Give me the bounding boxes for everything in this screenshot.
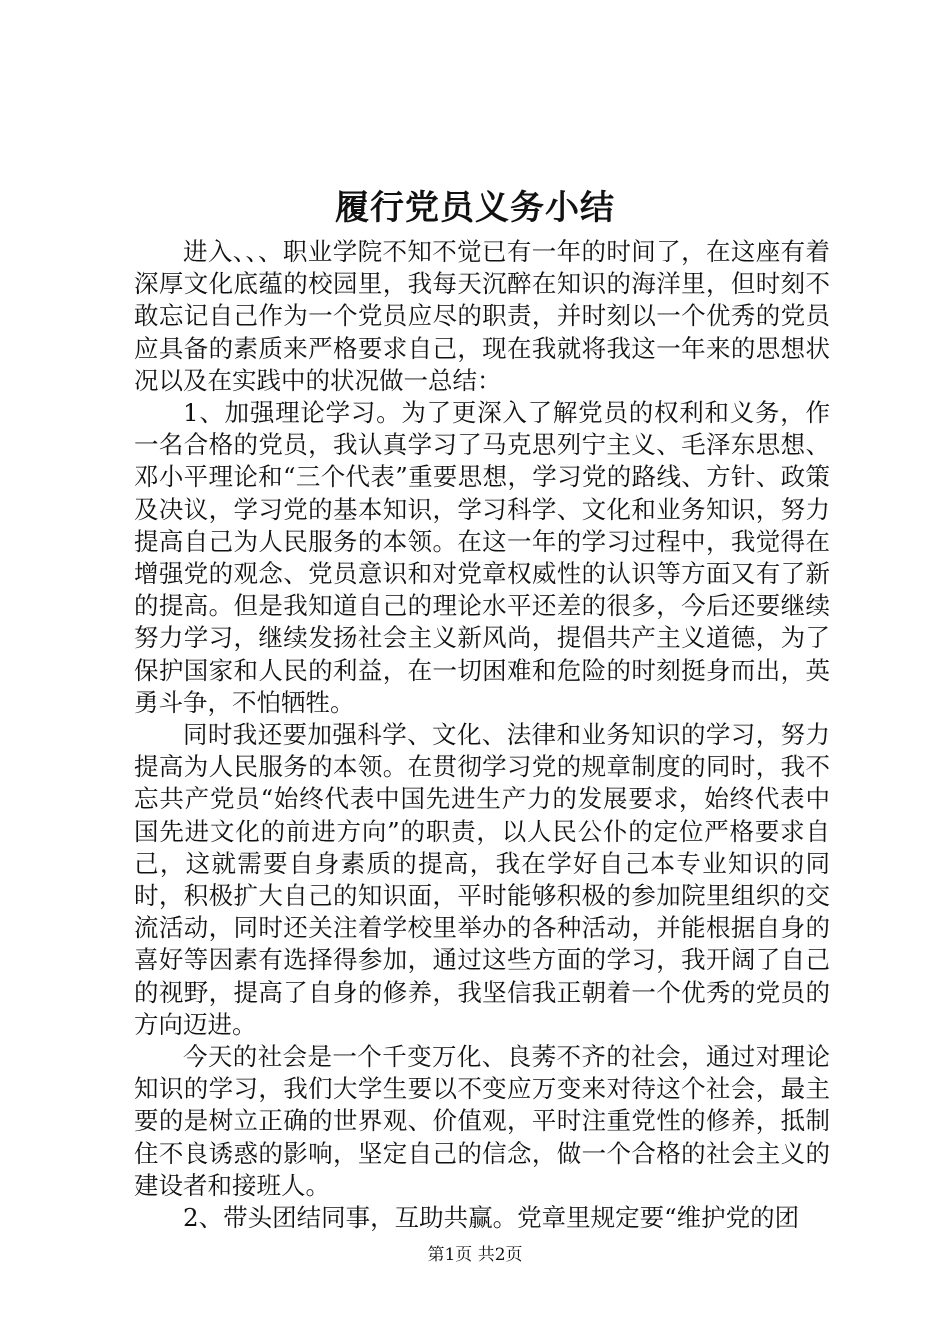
paragraph-society: 今天的社会是一个千变万化、良莠不齐的社会，通过对理论知识的学习，我们大学生要以不变应万变来对待这个社会，最主要的是树立正确的世界观、价值观，平时注重党性的修养，抵制住不良诱惑的影响，坚定自己的信念，做一个合格的社会主义的建设者和接班人。 xyxy=(134,1042,830,1200)
page-number: 第1页 共2页 xyxy=(427,1245,523,1265)
paragraph-theory-study: 1、加强理论学习。为了更深入了解党员的权利和义务，作一名合格的党员，我认真学习了马克思列宁主义、毛泽东思想、邓小平理论和“三个代表”重要思想，学习党的路线、方针、政策及决议，学习党的基本知识，学习科学、文化和业务知识，努力提高自己为人民服务的本领。在这一年的学习过程中，我觉得在增强党的观念、党员意识和对党章权威性的认识等方面又有了新的提高。但是我知道自己的理论水平还差的很多，今后还要继续努力学习，继续发扬社会主义新风尚，提倡共产主义道德，为了保护国家和人民的利益，在一切困难和危险的时刻挺身而出，英勇斗争，不怕牺牲。 xyxy=(134,398,830,717)
document-body xyxy=(134,236,830,1234)
paragraph-knowledge-study: 同时我还要加强科学、文化、法律和业务知识的学习，努力提高为人民服务的本领。在贯彻学习党的规章制度的同时，我不忘共产党员“始终代表中国先进生产力的发展要求，始终代表中国先进文化的前进方向”的职责，以人民公仆的定位严格要求自己，这就需要自身素质的提高，我在学好自己本专业知识的同时，积极扩大自己的知识面，平时能够积极的参加院里组织的交流活动，同时还关注着学校里举办的各种活动，并能根据自身的喜好等因素有选择得参加，通过这些方面的学习，我开阔了自己的视野，提高了自身的修养，我坚信我正朝着一个优秀的党员的方向迈进。 xyxy=(134,720,830,1039)
document-title: 履行党员义务小结 xyxy=(335,188,615,228)
paragraph-unity: 2、带头团结同事，互助共赢。党章里规定要“维护党的团 xyxy=(183,1203,800,1233)
paragraph-intro: 进入、、、职业学院不知不觉已有一年的时间了，在这座有着深厚文化底蕴的校园里，我每天沉醉在知识的海洋里，但时刻不敢忘记自己作为一个党员应尽的职责，并时刻以一个优秀的党员应具备的素质来严格要求自己，现在我就将我这一年来的思想状况以及在实践中的状况做一总结： xyxy=(134,237,830,395)
